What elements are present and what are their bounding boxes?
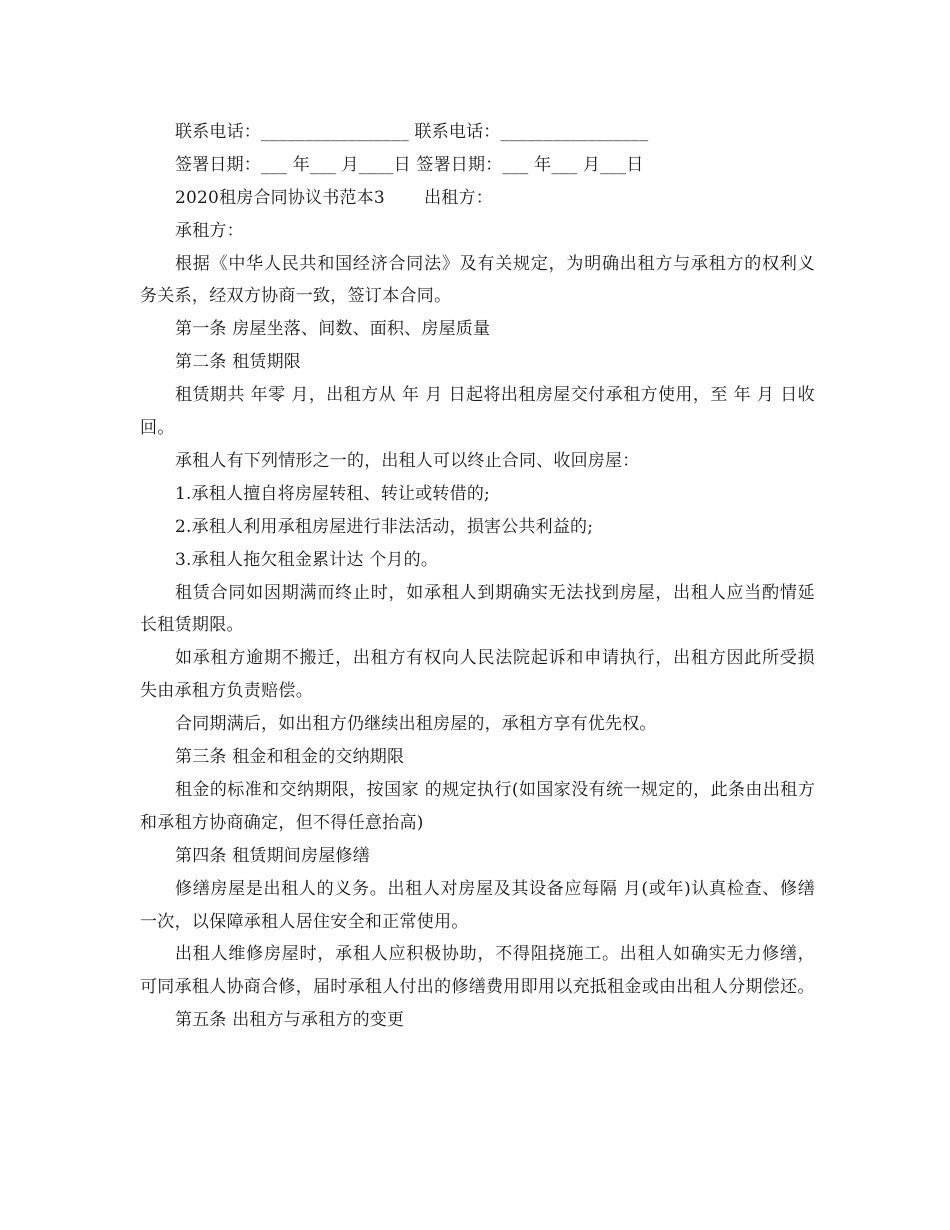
condition-1-line: 1.承租人擅自将房屋转租、转让或转借的; bbox=[175, 483, 490, 504]
contact-phone-line: 联系电话：_________________ 联系电话：_________________ bbox=[175, 122, 649, 142]
lessee-line: 承租方： bbox=[175, 220, 244, 241]
repair-duty-paragraph: 修缮房屋是出租人的义务。出租人对房屋及其设备应每隔 月(或年)认真检查、修缮一次，以保障承租人居住安全和正常使用。 bbox=[140, 878, 815, 932]
document-body bbox=[140, 116, 815, 1037]
priority-right-line: 合同期满后，如出租方仍继续出租房屋的，承租方享有优先权。 bbox=[175, 714, 657, 735]
article-4-heading: 第四条 租赁期间房屋修缮 bbox=[175, 845, 370, 866]
condition-3-line: 3.承租人拖欠租金累计达 个月的。 bbox=[175, 549, 439, 570]
repair-cooperation-paragraph: 出租人维修房屋时，承租人应积极协助，不得阻挠施工。出租人如确实无力修缮，可同承租人协商合修，届时承租人付出的修缮费用即用以充抵租金或由出租人分期偿还。 bbox=[140, 944, 815, 998]
article-2-heading: 第二条 租赁期限 bbox=[175, 352, 302, 373]
article-1-heading: 第一条 房屋坐落、间数、面积、房屋质量 bbox=[175, 319, 491, 340]
signing-date-line: 签署日期：___ 年___ 月____日 签署日期：___ 年___ 月___日 bbox=[175, 154, 644, 175]
rent-standard-paragraph: 租金的标准和交纳期限，按国家 的规定执行(如国家没有统一规定的，此条由出租方和承租方协商确定，但不得任意抬高) bbox=[140, 779, 815, 833]
contract-title-lessor-line: 2020租房合同协议书范本3 出租方： bbox=[175, 187, 493, 208]
preamble-paragraph: 根据《中华人民共和国经济合同法》及有关规定，为明确出租方与承租方的权利义务关系，经双方协商一致，签订本合同。 bbox=[140, 253, 815, 307]
article-3-heading: 第三条 租金和租金的交纳期限 bbox=[175, 747, 405, 768]
lease-expiry-paragraph: 租赁合同如因期满而终止时，如承租人到期确实无法找到房屋，出租人应当酌情延长租赁期限。 bbox=[140, 582, 815, 636]
article-5-heading: 第五条 出租方与承租方的变更 bbox=[175, 1010, 405, 1031]
overdue-moving-paragraph: 如承租方逾期不搬迁，出租方有权向人民法院起诉和申请执行，出租方因此所受损失由承租方负责赔偿。 bbox=[140, 648, 815, 702]
condition-2-line: 2.承租人利用承租房屋进行非法活动，损害公共利益的; bbox=[175, 516, 594, 537]
lease-term-paragraph: 租赁期共 年零 月，出租方从 年 月 日起将出租房屋交付承租方使用，至 年 月 日收回。 bbox=[140, 385, 815, 439]
termination-conditions-line: 承租人有下列情形之一的，出租人可以终止合同、收回房屋： bbox=[175, 450, 640, 471]
